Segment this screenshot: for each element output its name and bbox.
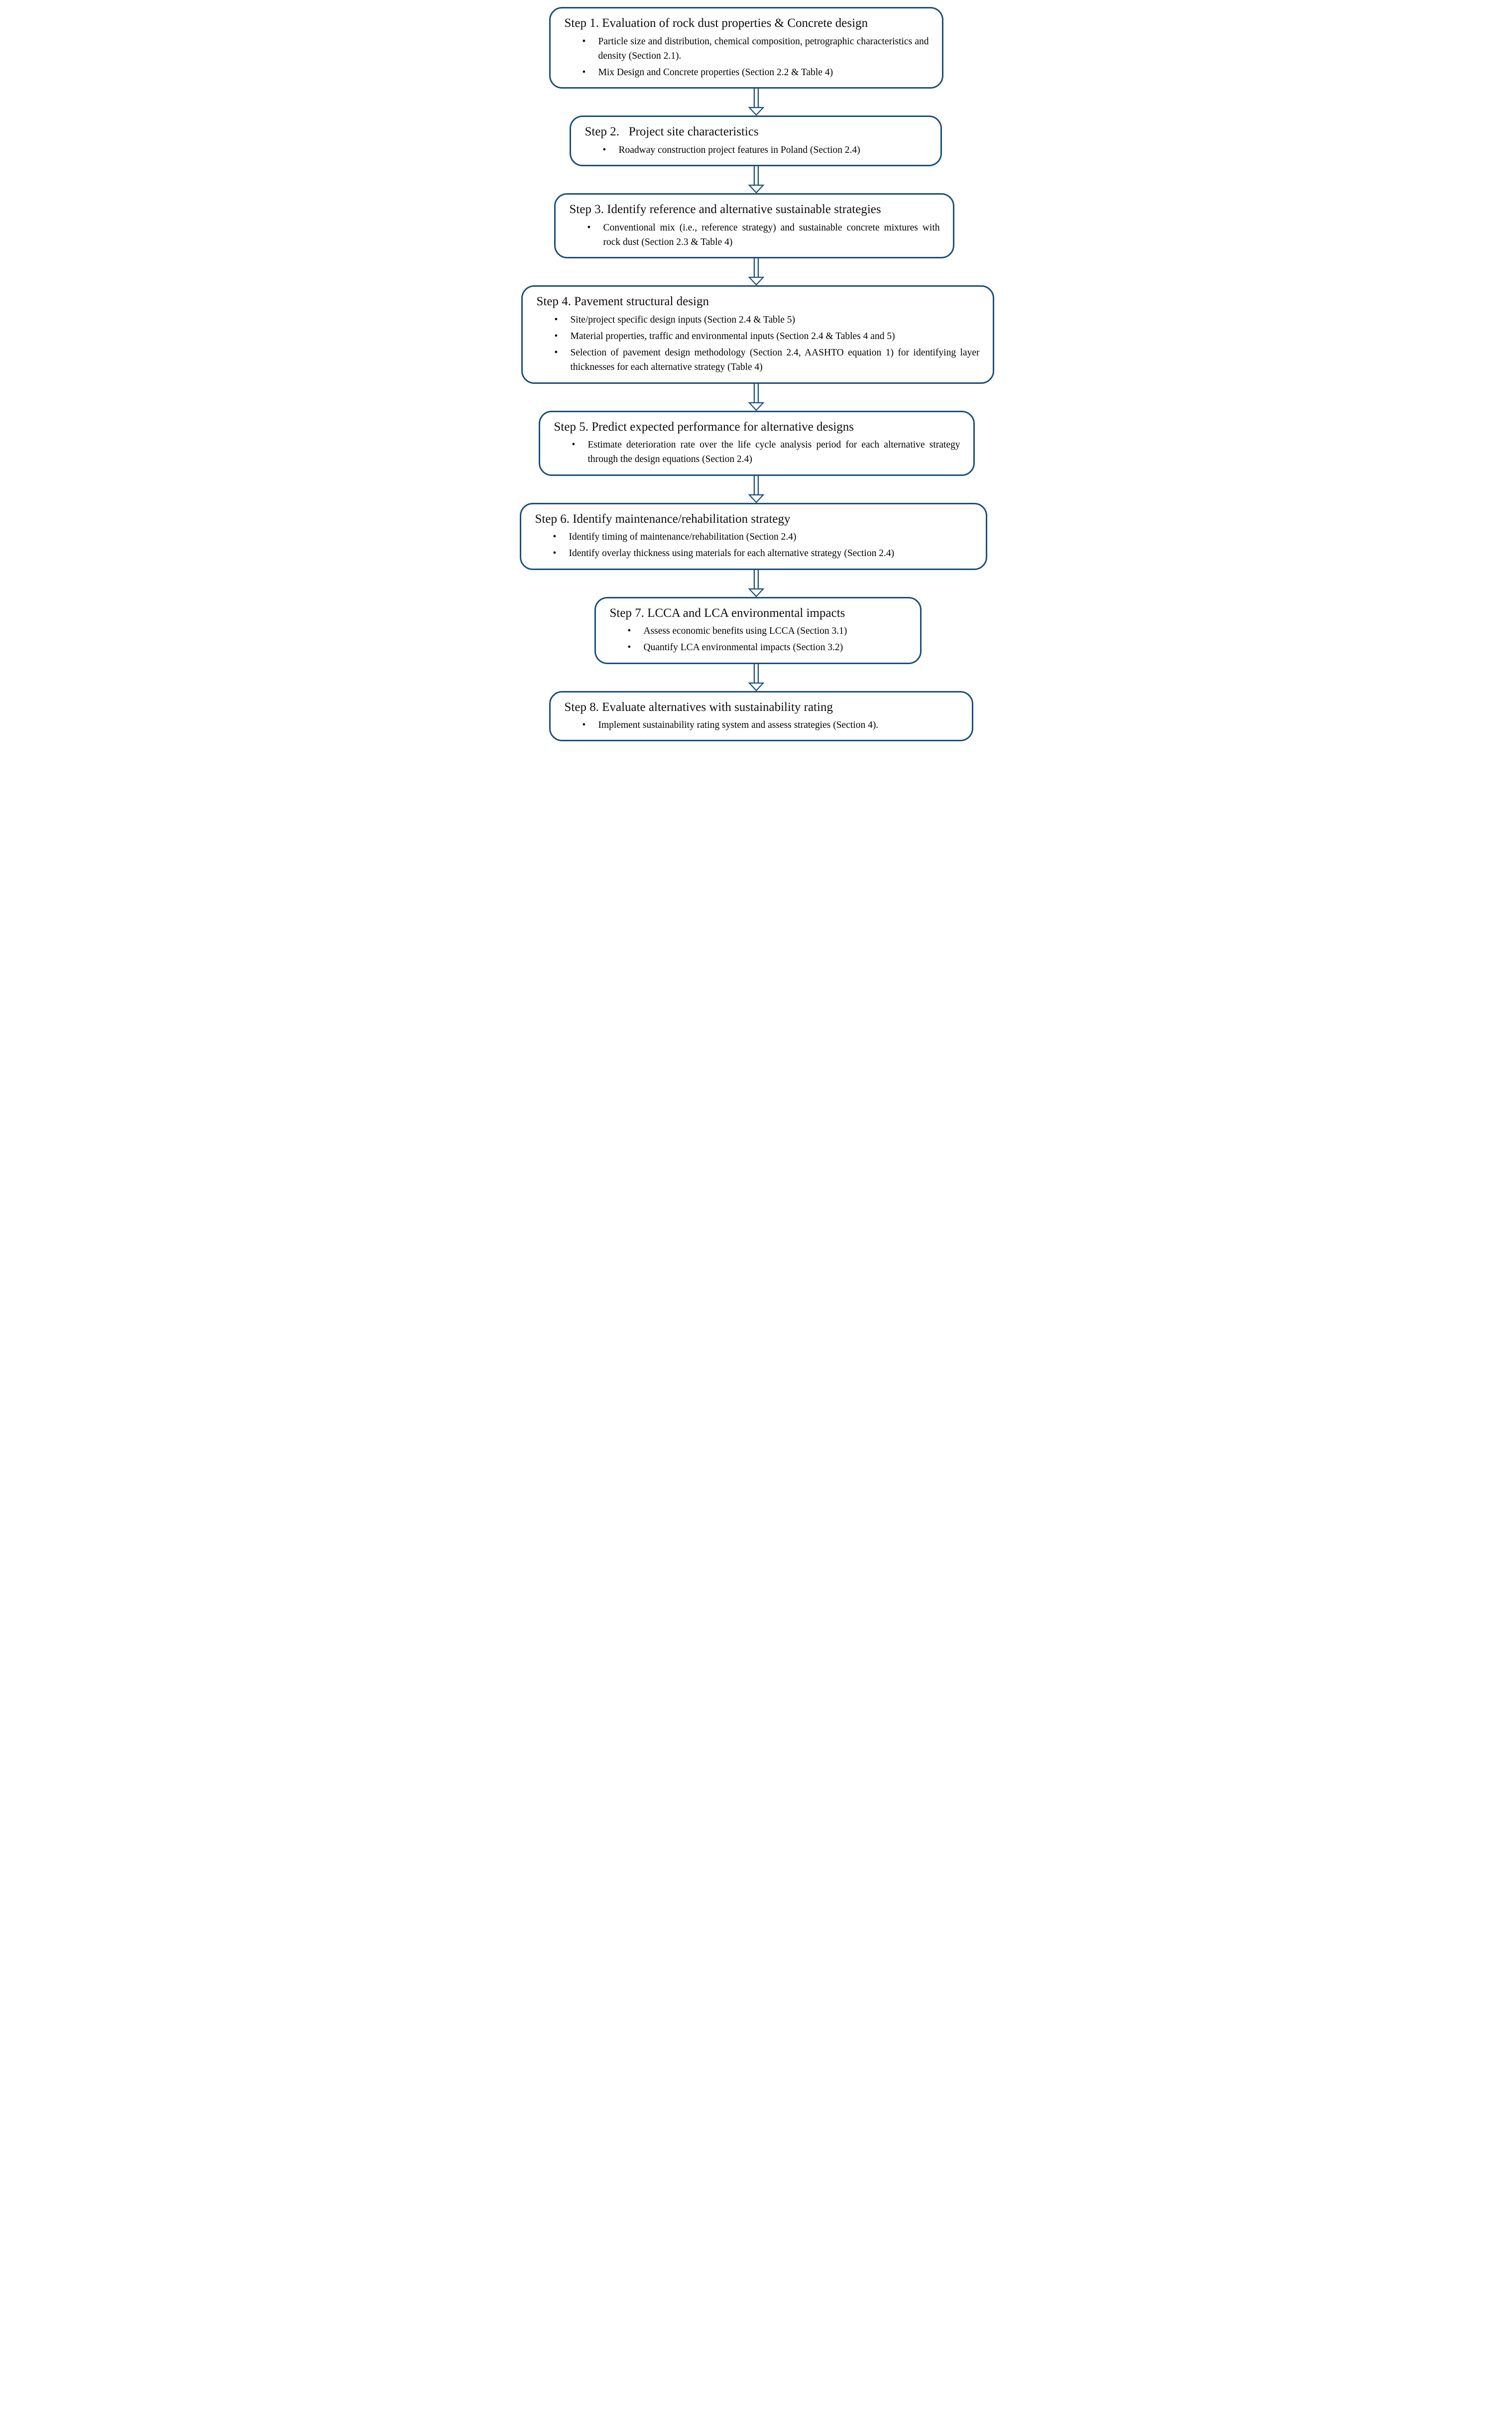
flowchart-page <box>512 0 1000 746</box>
step-3-box <box>554 193 954 258</box>
bullet-icon: • <box>554 348 558 358</box>
flow-arrow-6 <box>512 570 1000 597</box>
bullet-text: Mix Design and Concrete properties (Section 2.2 & Table 4) <box>598 67 833 78</box>
double-down-arrow-icon <box>748 258 765 285</box>
step-5-bullet-list <box>554 438 960 467</box>
step-7-bullet-1 <box>624 624 907 638</box>
step-7-bullet-list <box>610 624 907 655</box>
step-3-bullet-list <box>570 221 940 250</box>
step-2-box <box>570 116 942 166</box>
step-5-title: Step 5. Predict expected performance for alternative designs <box>554 420 854 434</box>
step-6-bullet-2 <box>549 546 973 561</box>
bullet-text: Conventional mix (i.e., reference strategy) and sustainable concrete mixtures with rock dust (Section 2.3 & Table 4) <box>603 222 940 247</box>
step-7-title: Step 7. LCCA and LCA environmental impacts <box>609 606 845 620</box>
step-4-bullet-2 <box>551 329 980 344</box>
step-6-bullet-list <box>535 530 973 561</box>
step-8-box <box>549 691 973 742</box>
bullet-icon: • <box>587 222 591 233</box>
step-1-title: Step 1. Evaluation of rock dust properties & Concrete design <box>564 16 868 30</box>
double-down-arrow-icon <box>748 476 765 503</box>
step-8-bullet-1 <box>579 718 959 732</box>
step-4-bullet-list <box>537 313 980 375</box>
step-5-bullet-1 <box>568 438 960 467</box>
step-1-bullet-list <box>565 34 929 80</box>
flow-arrow-1 <box>512 89 1000 116</box>
double-down-arrow-icon <box>748 89 765 116</box>
bullet-text: Identify timing of maintenance/rehabilitation (Section 2.4) <box>569 532 797 542</box>
double-down-arrow-icon <box>748 570 765 597</box>
bullet-icon: • <box>554 331 558 342</box>
step-3-bullet-1 <box>583 221 940 250</box>
flow-arrow-2 <box>512 166 1000 193</box>
bullet-text: Estimate deterioration rate over the life cycle analysis period for each alternative strategy through the design equations (Section 2.4) <box>587 440 960 465</box>
step-1-box <box>549 7 943 89</box>
bullet-icon: • <box>553 548 557 559</box>
step-5-box <box>539 411 975 476</box>
bullet-text: Material properties, traffic and environmental inputs (Section 2.4 & Tables 4 and 5) <box>570 331 895 342</box>
step-4-bullet-3 <box>551 346 980 375</box>
step-4-box <box>521 285 994 384</box>
step-4-title: Step 4. Pavement structural design <box>536 295 709 308</box>
step-8-title: Step 8. Evaluate alternatives with sustainability rating <box>564 700 833 714</box>
bullet-icon: • <box>627 626 631 636</box>
bullet-icon: • <box>553 532 557 542</box>
bullet-text: Roadway construction project features in Poland (Section 2.4) <box>618 144 860 155</box>
step-1-bullet-2 <box>579 65 929 80</box>
bullet-icon: • <box>627 642 631 653</box>
bullet-icon: • <box>602 144 606 155</box>
step-3-title: Step 3. Identify reference and alternative sustainable strategies <box>569 203 881 216</box>
flow-arrow-5 <box>512 476 1000 503</box>
bullet-text: Assess economic benefits using LCCA (Section 3.1) <box>643 626 847 636</box>
step-6-box <box>520 503 987 570</box>
bullet-text: Implement sustainability rating system and assess strategies (Section 4). <box>598 720 879 730</box>
bullet-text: Site/project specific design inputs (Section 2.4 & Table 5) <box>570 314 796 325</box>
step-4-bullet-1 <box>551 313 980 327</box>
step-1-bullet-1 <box>579 34 929 64</box>
bullet-icon: • <box>582 67 586 78</box>
bullet-icon: • <box>554 314 558 325</box>
double-down-arrow-icon <box>748 384 765 411</box>
bullet-icon: • <box>572 440 576 450</box>
bullet-icon: • <box>582 36 586 47</box>
step-6-bullet-1 <box>549 530 973 544</box>
step-2-title: Step 2. Project site characteristics <box>584 125 759 139</box>
double-down-arrow-icon <box>748 166 765 193</box>
bullet-text: Identify overlay thickness using materials for each alternative strategy (Section 2.4) <box>569 548 895 559</box>
bullet-icon: • <box>582 720 586 730</box>
step-8-bullet-list <box>565 718 959 732</box>
step-2-bullet-1 <box>599 143 928 157</box>
double-down-arrow-icon <box>748 664 765 691</box>
bullet-text: Selection of pavement design methodology (Section 2.4, AASHTO equation 1) for identifying layer thicknesses for each alternative strategy (Table 4) <box>570 348 980 373</box>
bullet-text: Particle size and distribution, chemical composition, petrographic characteristics and density (Section 2.1). <box>598 36 929 61</box>
step-6-title: Step 6. Identify maintenance/rehabilitation strategy <box>535 512 791 526</box>
step-7-bullet-2 <box>624 640 907 655</box>
step-7-box <box>594 597 922 664</box>
step-2-bullet-list <box>585 143 928 157</box>
flow-arrow-7 <box>512 664 1000 691</box>
flow-arrow-4 <box>512 384 1000 411</box>
flow-arrow-3 <box>512 258 1000 285</box>
bullet-text: Quantify LCA environmental impacts (Section 3.2) <box>643 642 843 653</box>
